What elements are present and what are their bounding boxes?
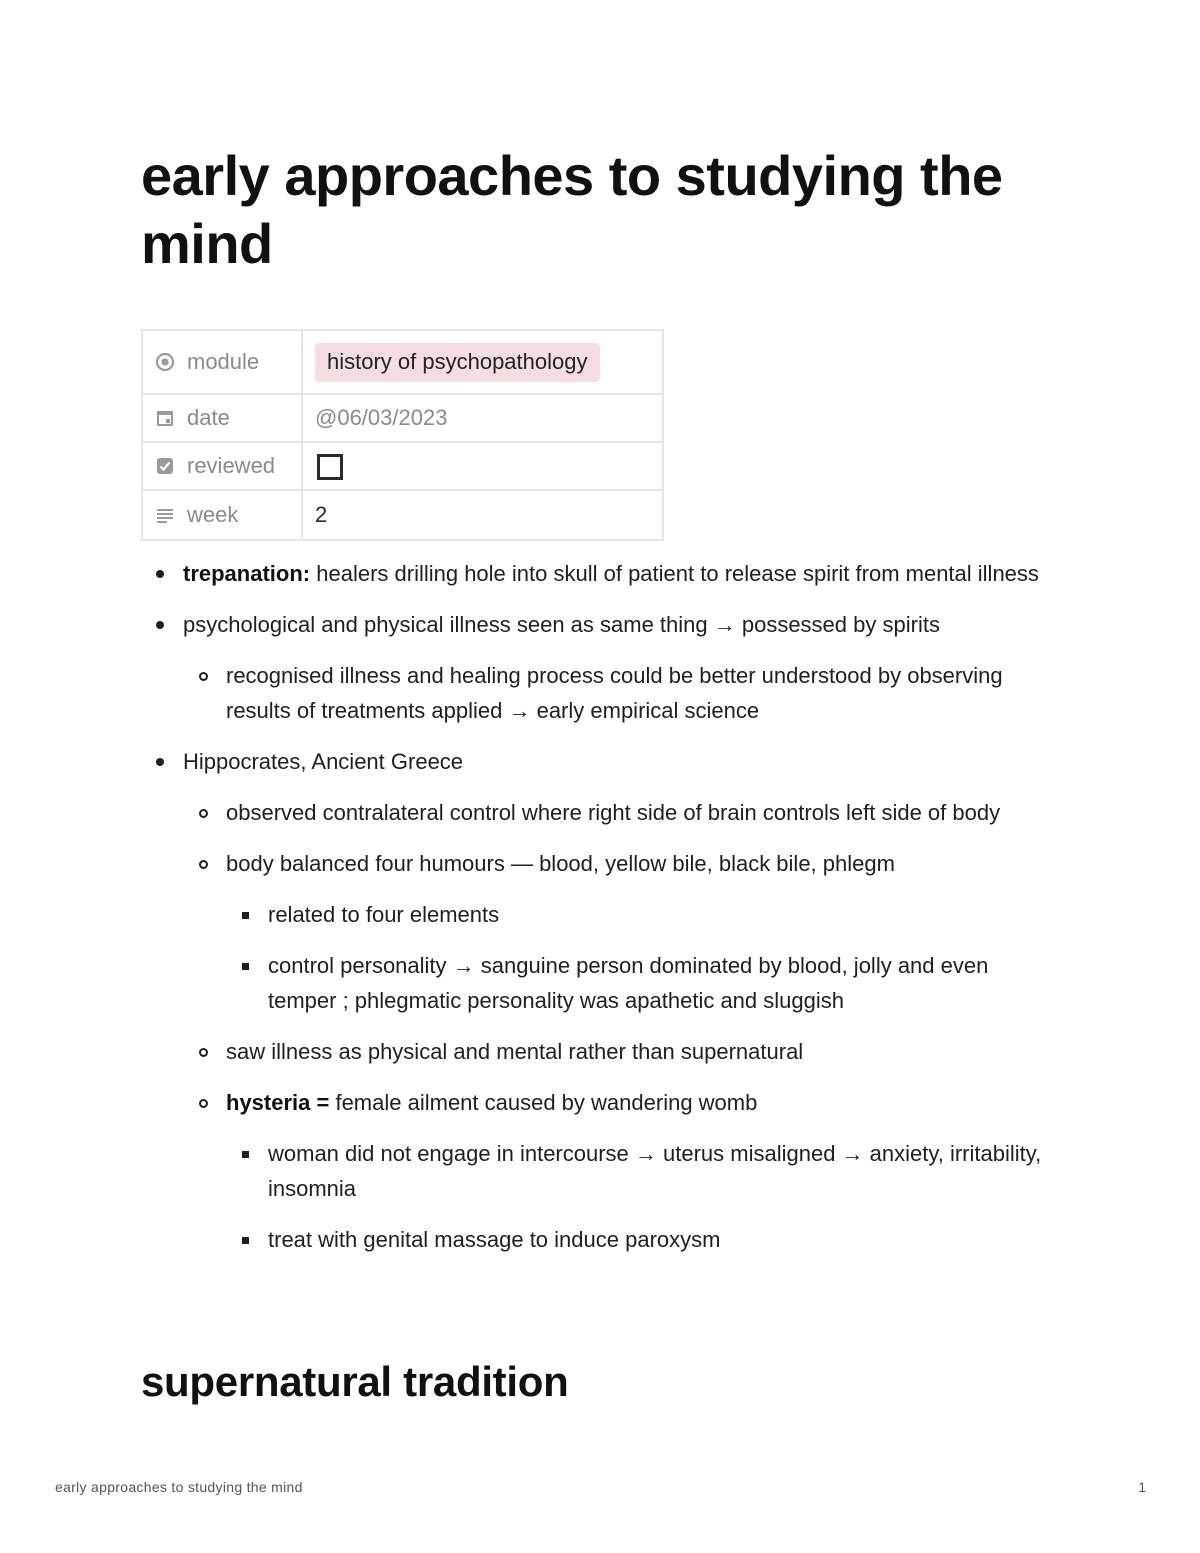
list-item: hysteria = female ailment caused by wandering womb xyxy=(226,1085,1051,1120)
property-row-module xyxy=(142,330,663,394)
status-icon xyxy=(155,352,175,372)
list-item: trepanation: healers drilling hole into skull of patient to release spirit from mental illness xyxy=(183,556,1053,591)
checkbox-property-icon xyxy=(155,456,175,476)
bullet-square-icon xyxy=(242,912,249,919)
term-bold: hysteria = xyxy=(226,1090,330,1115)
footer-page-number: 1 xyxy=(1138,1479,1146,1495)
bullet-list xyxy=(0,556,1200,1273)
list-item: control personality → sanguine person dominated by blood, jolly and even temper ; phlegmatic personality was apathetic and sluggish xyxy=(268,948,1053,1018)
bullet-circle-icon xyxy=(199,1048,208,1057)
reviewed-checkbox[interactable] xyxy=(317,454,343,480)
list-item: Hippocrates, Ancient Greece xyxy=(183,744,1053,779)
bullet-circle-icon xyxy=(199,1099,208,1108)
footer-doc-title: early approaches to studying the mind xyxy=(55,1479,303,1495)
text-lines-icon xyxy=(155,505,175,525)
list-item: related to four elements xyxy=(268,897,1053,932)
property-label-date: date xyxy=(187,405,230,430)
list-item: body balanced four humours — blood, yellow bile, black bile, phlegm xyxy=(226,846,1051,881)
bullet-square-icon xyxy=(242,1151,249,1158)
bullet-circle-icon xyxy=(199,809,208,818)
list-item: observed contralateral control where right side of brain controls left side of body xyxy=(226,795,1051,830)
property-label-reviewed: reviewed xyxy=(187,453,276,478)
bullet-circle-icon xyxy=(199,860,208,869)
term-bold: trepanation: xyxy=(183,561,311,586)
bullet-circle-icon xyxy=(199,672,208,681)
list-item: woman did not engage in intercourse → uterus misaligned → anxiety, irritability, insomnia xyxy=(268,1136,1053,1206)
bullet-dot-icon xyxy=(156,758,164,766)
section-heading: supernatural tradition xyxy=(141,1358,569,1405)
list-item: saw illness as physical and mental rather than supernatural xyxy=(226,1034,1051,1069)
property-row-week xyxy=(142,490,663,540)
page-title: early approaches to studying the mind xyxy=(141,144,1003,275)
module-tag[interactable]: history of psychopathology xyxy=(315,343,600,382)
calendar-icon xyxy=(155,408,175,428)
bullet-dot-icon xyxy=(156,570,164,578)
property-row-reviewed xyxy=(142,442,663,490)
week-value[interactable]: 2 xyxy=(315,502,328,527)
list-item: psychological and physical illness seen as same thing → possessed by spirits xyxy=(183,607,1053,642)
bullet-square-icon xyxy=(242,963,249,970)
bullet-dot-icon xyxy=(156,621,164,629)
date-value[interactable]: @06/03/2023 xyxy=(315,405,448,430)
property-label-module: module xyxy=(187,349,260,374)
list-item: treat with genital massage to induce paroxysm xyxy=(268,1222,1053,1257)
properties-table xyxy=(141,329,664,541)
bullet-square-icon xyxy=(242,1237,249,1244)
property-label-week: week xyxy=(187,502,239,527)
list-item: recognised illness and healing process could be better understood by observing results of treatments applied → early empirical science xyxy=(226,658,1051,728)
property-row-date xyxy=(142,394,663,442)
